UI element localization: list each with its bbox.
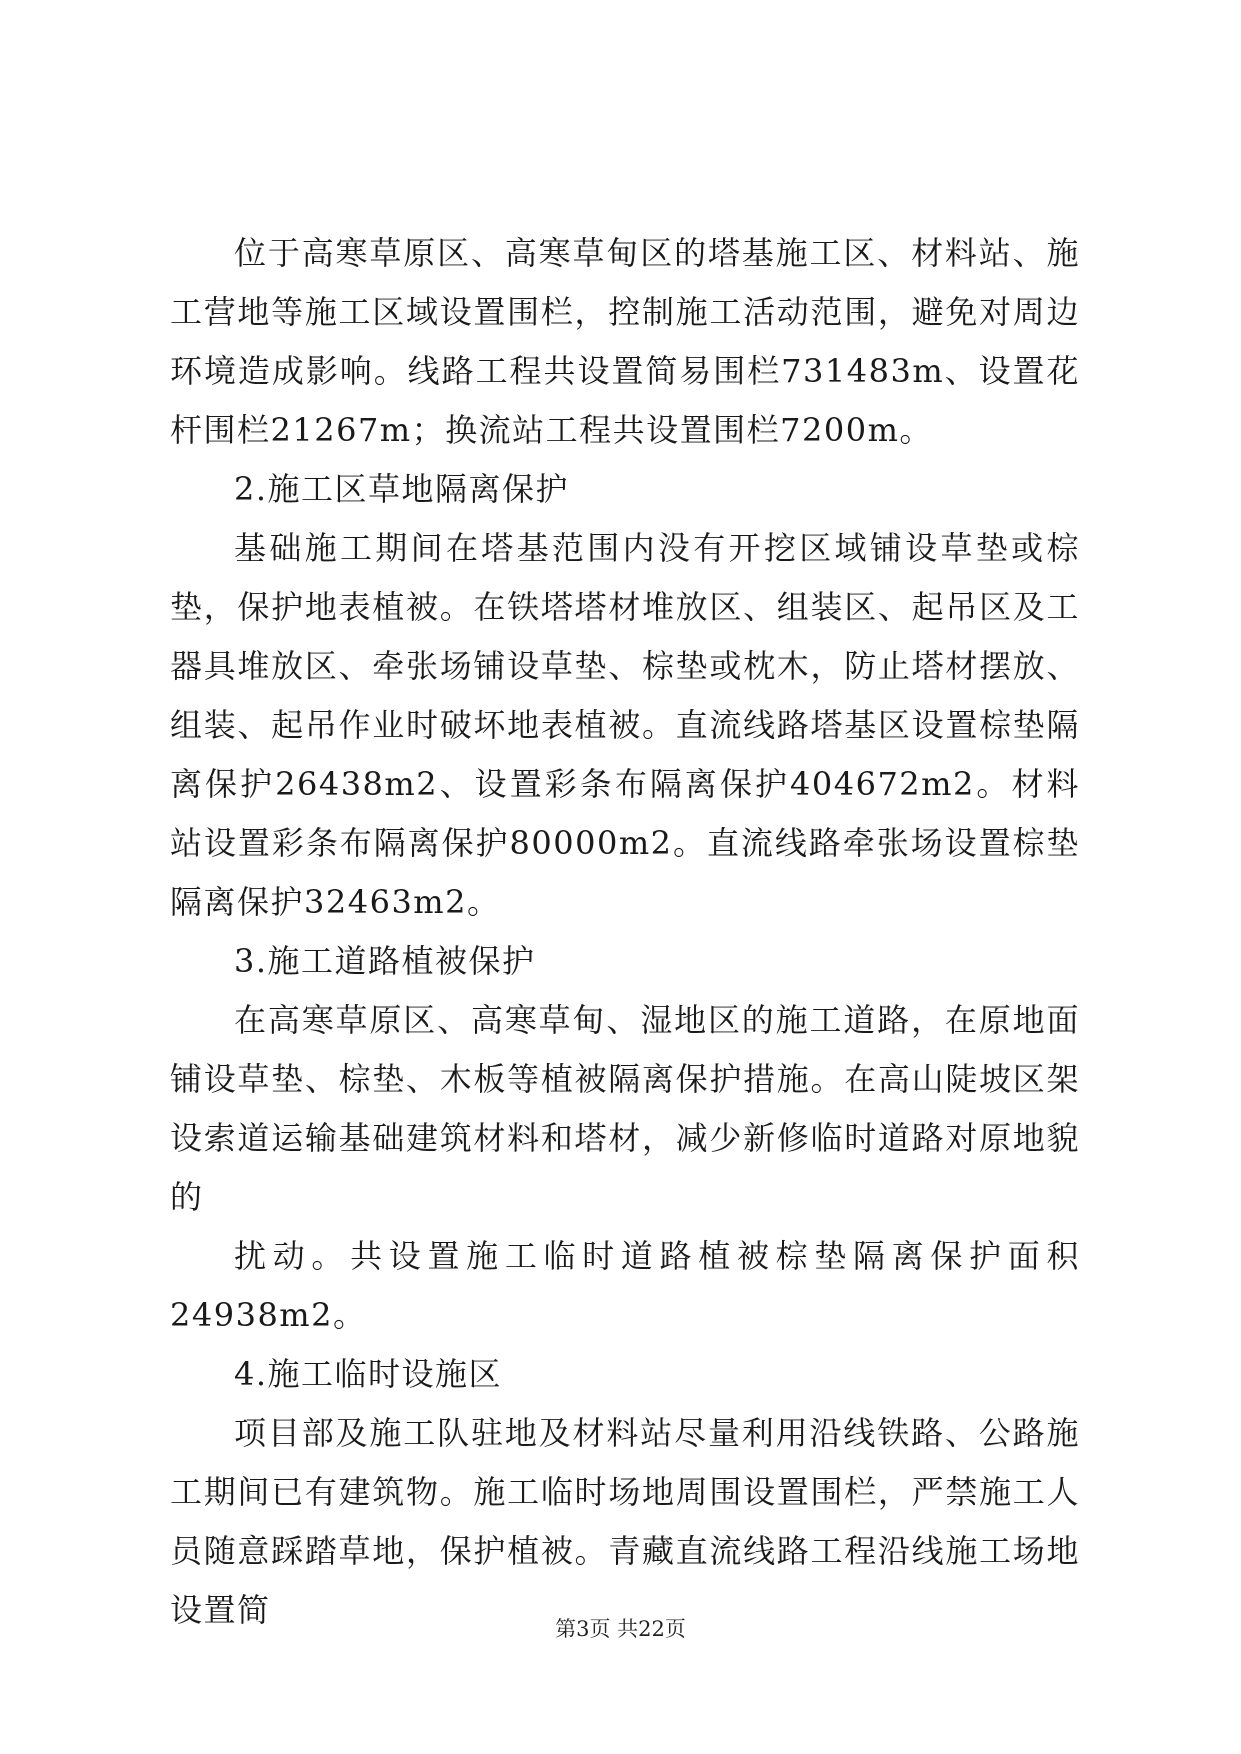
paragraph-road-protection-continued: 扰动。共设置施工临时道路植被棕垫隔离保护面积24938m2。 — [170, 1237, 1080, 1334]
section-heading-grass-isolation: 2.施工区草地隔离保护 — [234, 470, 570, 508]
document-body — [170, 224, 1080, 1640]
paragraph-grass-isolation: 基础施工期间在塔基范围内没有开挖区域铺设草垫或棕垫，保护地表植被。在铁塔塔材堆放区、组装区、起吊区及工器具堆放区、牵张场铺设草垫、棕垫或枕木，防止塔材摆放、组装、起吊作业时破坏地表植被。直流线路塔基区设置棕垫隔离保护26438m2、设置彩条布隔离保护404672m2。材料站设置彩条布隔离保护80000m2。直流线路牵张场设置棕垫隔离保护32463m2。 — [170, 529, 1080, 921]
paragraph-fence-setup: 位于高寒草原区、高寒草甸区的塔基施工区、材料站、施工营地等施工区域设置围栏，控制施工活动范围，避免对周边环境造成影响。线路工程共设置简易围栏731483m、设置花杆围栏21267m；换流站工程共设置围栏7200m。 — [170, 234, 1080, 449]
section-heading-road-protection: 3.施工道路植被保护 — [234, 942, 536, 980]
paragraph-temporary-facilities: 项目部及施工队驻地及材料站尽量利用沿线铁路、公路施工期间已有建筑物。施工临时场地周围设置围栏，严禁施工人员随意踩踏草地，保护植被。青藏直流线路工程沿线施工场地设置简 — [170, 1414, 1080, 1629]
paragraph-road-protection: 在高寒草原区、高寒草甸、湿地区的施工道路，在原地面铺设草垫、棕垫、木板等植被隔离保护措施。在高山陡坡区架设索道运输基础建筑材料和塔材，减少新修临时道路对原地貌的 — [170, 1001, 1080, 1216]
page-number-footer: 第3页 共22页 — [555, 1617, 686, 1641]
section-heading-temporary-facilities: 4.施工临时设施区 — [234, 1355, 503, 1393]
